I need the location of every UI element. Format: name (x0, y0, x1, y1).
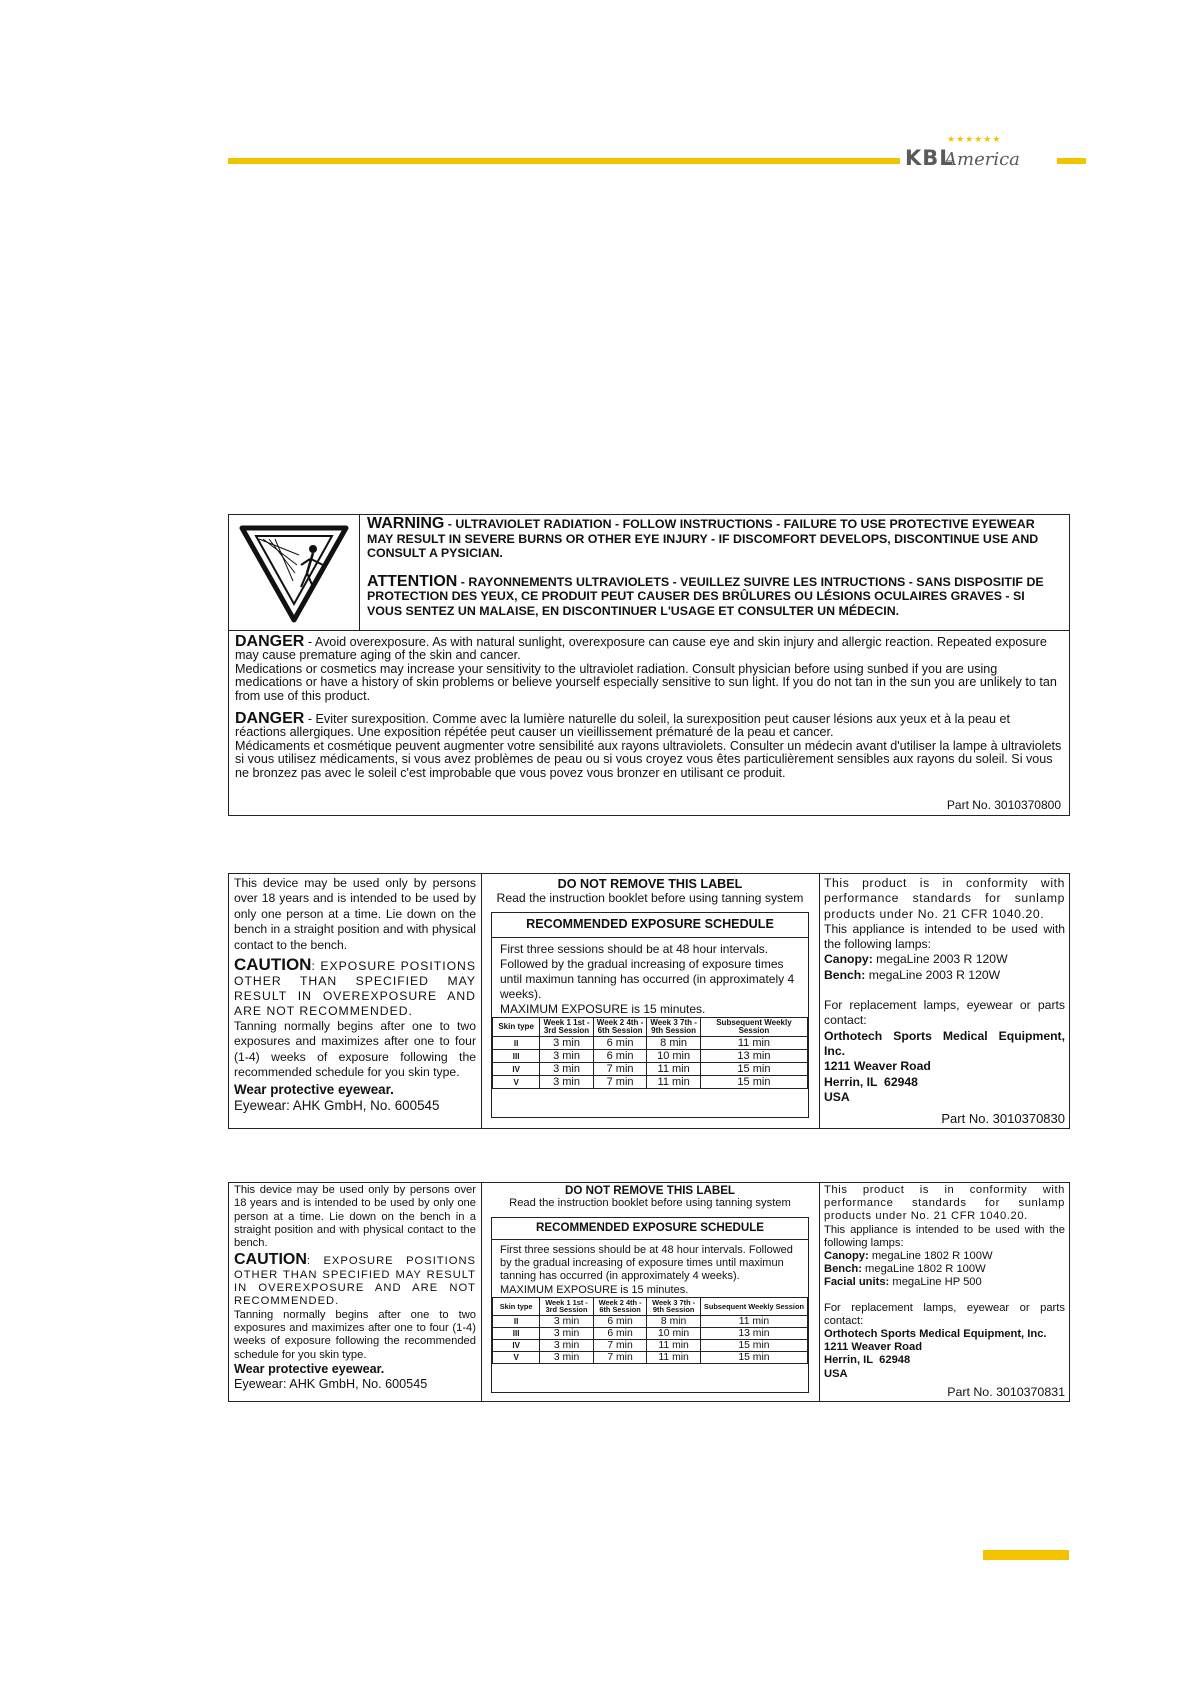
label-1-right-text (824, 876, 1065, 1105)
caution-body: : EXPOSURE POSITIONS OTHER THAN SPECIFIED MAY RESULT IN OVEREXPOSURE AND ARE NOT RECOMMENDED. (234, 959, 476, 1019)
lamp-name: Bench: (824, 1263, 862, 1276)
skin-type-cell: V (493, 1351, 540, 1363)
caution-text (234, 957, 476, 1019)
table-cell: 11 min (647, 1351, 701, 1363)
table-cell: 13 min (700, 1050, 807, 1063)
label-1-part-number: Part No. 3010370830 (941, 1111, 1065, 1126)
danger-fr (235, 712, 1063, 780)
label-2-left-text (234, 1184, 476, 1391)
warning-label-top (229, 515, 1069, 631)
col-subsequent: Subsequent Weekly Session (700, 1297, 807, 1315)
col-week-1: Week 1 1st - 3rd Session (540, 1018, 594, 1037)
table-cell: 3 min (540, 1351, 594, 1363)
table-row (493, 1076, 808, 1089)
table-cell: 6 min (593, 1315, 647, 1327)
warning-body: - ULTRAVIOLET RADIATION - FOLLOW INSTRUCTIONS - FAILURE TO USE PROTECTIVE EYEWEAR MAY RESULT IN SEVERE BURNS OR OTHER EYE INJURY - IF DISCOMFORT DEVELOPS, DISCONTINUE USE AND CONSULT A PYSICIAN. (367, 517, 1039, 560)
exposure-table (492, 1017, 808, 1089)
lamp-name: Canopy: (824, 1250, 869, 1263)
warning-part-number: Part No. 3010370800 (946, 798, 1061, 812)
max-exposure: MAXIMUM EXPOSURE is 15 minutes. (500, 1002, 706, 1016)
table-row (493, 1327, 808, 1339)
lamp-model: megaLine 1802 R 100W (868, 1250, 993, 1263)
caution-body: : EXPOSURE POSITIONS OTHER THAN SPECIFIED MAY RESULT IN OVEREXPOSURE AND ARE NOT RECOMMENDED. (234, 1255, 476, 1308)
logo-america-text: America (944, 149, 1020, 170)
exposure-label-1 (228, 873, 1070, 1129)
table-cell: 10 min (647, 1050, 701, 1063)
logo-stars: ★★★★★★ (947, 134, 1002, 144)
exposure-table (492, 1297, 808, 1364)
table-cell: 7 min (593, 1339, 647, 1351)
exposure-schedule (491, 912, 809, 1118)
danger-en-title: DANGER (235, 633, 305, 650)
exposure-schedule (491, 1217, 809, 1393)
logo-kbl-text: KBL (905, 146, 954, 170)
do-not-remove-heading: DO NOT REMOVE THIS LABEL (557, 877, 743, 891)
table-cell: 15 min (700, 1339, 807, 1351)
conformity-text: This product is in conformity with performance standards for sunlamp products under No. 21 CFR 1040.20. (824, 876, 1065, 921)
caution-title: CAUTION (234, 1251, 307, 1269)
lamp-entry (824, 1276, 1065, 1289)
header-rule-left (228, 158, 900, 164)
table-cell: 10 min (647, 1327, 701, 1339)
table-row (493, 1339, 808, 1351)
kbl-america-logo (905, 134, 1020, 170)
table-cell: 6 min (593, 1327, 647, 1339)
caution-text (234, 1253, 476, 1308)
table-cell: 11 min (647, 1339, 701, 1351)
label-1-left-column (229, 874, 482, 1128)
lamp-model: megaLine 2003 R 120W (865, 967, 1001, 982)
table-row (493, 1351, 808, 1363)
do-not-remove-heading: DO NOT REMOVE THIS LABEL (564, 1184, 736, 1197)
address-line-2: Herrin, IL 62948 (824, 1354, 911, 1367)
lamp-entry (824, 1263, 1065, 1276)
label-1-middle-column (481, 874, 820, 1128)
eyewear-text: Eyewear: AHK GmbH, No. 600545 (234, 1098, 440, 1114)
schedule-body (492, 1240, 808, 1297)
skin-type-cell: III (493, 1327, 540, 1339)
schedule-title: RECOMMENDED EXPOSURE SCHEDULE (492, 1218, 808, 1240)
tanning-text: Tanning normally begins after one to two exposures and maximizes after one to four (1-4) weeks of exposure following the recommended schedule for you skin type. (234, 1019, 476, 1080)
replacement-text: For replacement lamps, eyewear or parts contact: (824, 1301, 1065, 1327)
attention-fr (367, 572, 1063, 619)
table-cell: 3 min (540, 1050, 594, 1063)
table-cell: 3 min (540, 1327, 594, 1339)
usage-intro: This device may be used only by persons over 18 years and is intended to be used by only one person at a time. Lie down on the bench in a straight position and with physical contact to the bench. (234, 1184, 476, 1250)
table-cell: 3 min (540, 1076, 594, 1089)
danger-text-block (235, 635, 1063, 789)
table-cell: 3 min (540, 1037, 594, 1050)
label-2-part-number: Part No. 3010370831 (947, 1385, 1065, 1399)
warning-title: WARNING (367, 515, 445, 532)
warning-en (367, 517, 1063, 561)
table-cell: 15 min (700, 1351, 807, 1363)
table-cell: 11 min (647, 1063, 701, 1076)
table-cell: 7 min (593, 1076, 647, 1089)
col-skin-type: Skin type (493, 1018, 540, 1037)
table-cell: 11 min (647, 1076, 701, 1089)
replacement-text: For replacement lamps, eyewear or parts contact: (824, 998, 1065, 1028)
instruction-note: Read the instruction booklet before using tanning system (496, 891, 804, 905)
schedule-title: RECOMMENDED EXPOSURE SCHEDULE (492, 913, 808, 938)
skin-type-cell: III (493, 1050, 540, 1063)
col-week-3: Week 3 7th - 9th Session (647, 1018, 701, 1037)
usage-intro: This device may be used only by persons over 18 years and is intended to be used by only one person at a time. Lie down on the bench in a straight position and with physical contact to the bench. (234, 876, 476, 952)
eyewear-title: Wear protective eyewear. (234, 1361, 385, 1376)
eyewear-title: Wear protective eyewear. (234, 1081, 394, 1097)
label-2-left-column (229, 1183, 482, 1401)
col-subsequent: Subsequent Weekly Session (700, 1018, 807, 1037)
address-line-1: 1211 Weaver Road (824, 1059, 931, 1074)
table-cell: 7 min (593, 1351, 647, 1363)
lamp-entry (824, 968, 1065, 983)
skin-type-cell: V (493, 1076, 540, 1089)
table-cell: 11 min (700, 1037, 807, 1050)
table-row (493, 1315, 808, 1327)
exposure-table-header (493, 1297, 808, 1315)
country: USA (824, 1367, 848, 1380)
exposure-table-header (493, 1018, 808, 1037)
danger-en-body: - Avoid overexposure. As with natural sunlight, overexposure can cause eye and skin injury and allergic reaction. Repeated exposure may cause premature aging of the skin and cancer. (235, 635, 1047, 663)
lamp-name: Facial units: (824, 1276, 890, 1289)
danger-fr-body: - Eviter surexposition. Comme avec la lumière naturelle du soleil, la surexposition peut causer lésions aux yeux et à la peau et réactions allergiques. Une exposition répétée peut causer un vieillissement prématuré de la peau et cancer. (235, 712, 1010, 740)
table-cell: 6 min (593, 1050, 647, 1063)
table-cell: 6 min (593, 1037, 647, 1050)
lamp-name: Bench: (824, 967, 866, 982)
table-row (493, 1063, 808, 1076)
lamp-model: megaLine HP 500 (889, 1276, 982, 1289)
danger-en-body2: Medications or cosmetics may increase your sensitivity to the ultraviolet radiation. Consult physician before using sunbed if you are using medications or have a history of skin problems or believe yourself especially sensitive to sun light. If you do not tan in the sun you are unlikely to tan from use of this product. (235, 661, 1057, 703)
country: USA (824, 1089, 850, 1104)
table-cell: 13 min (700, 1327, 807, 1339)
exposure-label-2 (228, 1182, 1070, 1402)
danger-en (235, 635, 1063, 703)
label-2-right-text (824, 1184, 1065, 1381)
table-cell: 3 min (540, 1063, 594, 1076)
conformity-text: This product is in conformity with performance standards for sunlamp products under No. 21 CFR 1040.20. (824, 1184, 1065, 1223)
header-rule-right (1057, 158, 1086, 164)
warning-label (228, 514, 1070, 816)
skin-type-cell: II (493, 1037, 540, 1050)
skin-type-cell: II (493, 1315, 540, 1327)
label-1-left-text (234, 876, 476, 1113)
intended-text: This appliance is intended to be used with the following lamps: (824, 1223, 1065, 1249)
lamp-entry (824, 1250, 1065, 1263)
caution-title: CAUTION (234, 955, 312, 975)
label-2-right-column (819, 1183, 1069, 1401)
schedule-text: First three sessions should be at 48 hour intervals. Followed by the gradual increasing of exposure times until maximun tanning has occurred (in approximately 4 weeks). (500, 1244, 793, 1283)
col-skin-type: Skin type (493, 1297, 540, 1315)
table-cell: 8 min (647, 1037, 701, 1050)
tanning-text: Tanning normally begins after one to two exposures and maximizes after one to four (1-4) weeks of exposure following the recommended schedule for you skin type. (234, 1308, 476, 1361)
danger-fr-title: DANGER (235, 710, 305, 728)
intended-text: This appliance is intended to be used with the following lamps: (824, 921, 1065, 952)
col-week-2: Week 2 4th - 6th Session (593, 1018, 647, 1037)
table-row (493, 1037, 808, 1050)
table-cell: 15 min (700, 1076, 807, 1089)
label-2-middle-column (481, 1183, 820, 1401)
schedule-body (492, 938, 808, 1017)
attention-body: - RAYONNEMENTS ULTRAVIOLETS - VEUILLEZ SUIVRE LES INTRUCTIONS - SANS DISPOSITIF DE PROTECTION DES YEUX, CE PRODUIT PEUT CAUSER DES BRÛLURES OU LÉSIONS OCULAIRES GRAVES - SI VOUS SENTEZ UN MALAISE, EN DISCONTINUER L'USAGE ET CONSULTER UN MÉDECIN. (367, 574, 1044, 618)
col-week-2: Week 2 4th - 6th Session (593, 1297, 647, 1315)
skin-type-cell: IV (493, 1063, 540, 1076)
attention-title: ATTENTION (367, 572, 458, 590)
col-week-3: Week 3 7th - 9th Session (647, 1297, 701, 1315)
skin-type-cell: IV (493, 1339, 540, 1351)
instruction-note: Read the instruction booklet before using tanning system (509, 1197, 791, 1209)
company-name: Orthotech Sports Medical Equipment, Inc. (824, 1328, 1047, 1341)
lamp-model: megaLine 1802 R 100W (861, 1263, 986, 1276)
table-cell: 7 min (593, 1063, 647, 1076)
warning-text-block (367, 517, 1063, 628)
max-exposure: MAXIMUM EXPOSURE is 15 minutes. (500, 1283, 689, 1296)
label-1-right-column (819, 874, 1069, 1128)
uv-warning-icon (229, 515, 360, 630)
eyewear-text: Eyewear: AHK GmbH, No. 600545 (234, 1377, 428, 1392)
schedule-text: First three sessions should be at 48 hour intervals. Followed by the gradual increasing of exposure times until maximun tanning has occurred (in approximately 4 weeks). (500, 942, 795, 1001)
table-row (493, 1050, 808, 1063)
danger-fr-body2: Médicaments et cosmétique peuvent augmenter votre sensibilité aux rayons ultraviolets. Consulter un médecin avant d'utiliser la lampe à ultraviolets si vous utilisez médicaments, si vous avez problèmes de peau ou si vous croyez vous êtes particulièrement sensibles aux rayons du soleil. Si vous ne bronzez pas avec le soleil c'est improbable que vous povez vous bronzer en utilisant ce produit. (235, 738, 1062, 780)
lamp-name: Canopy: (824, 952, 873, 967)
table-cell: 11 min (700, 1315, 807, 1327)
table-cell: 3 min (540, 1315, 594, 1327)
lamp-model: megaLine 2003 R 120W (872, 952, 1008, 967)
footer-accent-bar (983, 1550, 1069, 1560)
table-cell: 3 min (540, 1339, 594, 1351)
table-cell: 8 min (647, 1315, 701, 1327)
table-cell: 15 min (700, 1063, 807, 1076)
address-line-1: 1211 Weaver Road (824, 1341, 923, 1354)
address-line-2: Herrin, IL 62948 (824, 1074, 918, 1089)
company-name: Orthotech Sports Medical Equipment, Inc. (824, 1028, 1065, 1058)
lamp-entry (824, 952, 1065, 967)
col-week-1: Week 1 1st - 3rd Session (540, 1297, 594, 1315)
